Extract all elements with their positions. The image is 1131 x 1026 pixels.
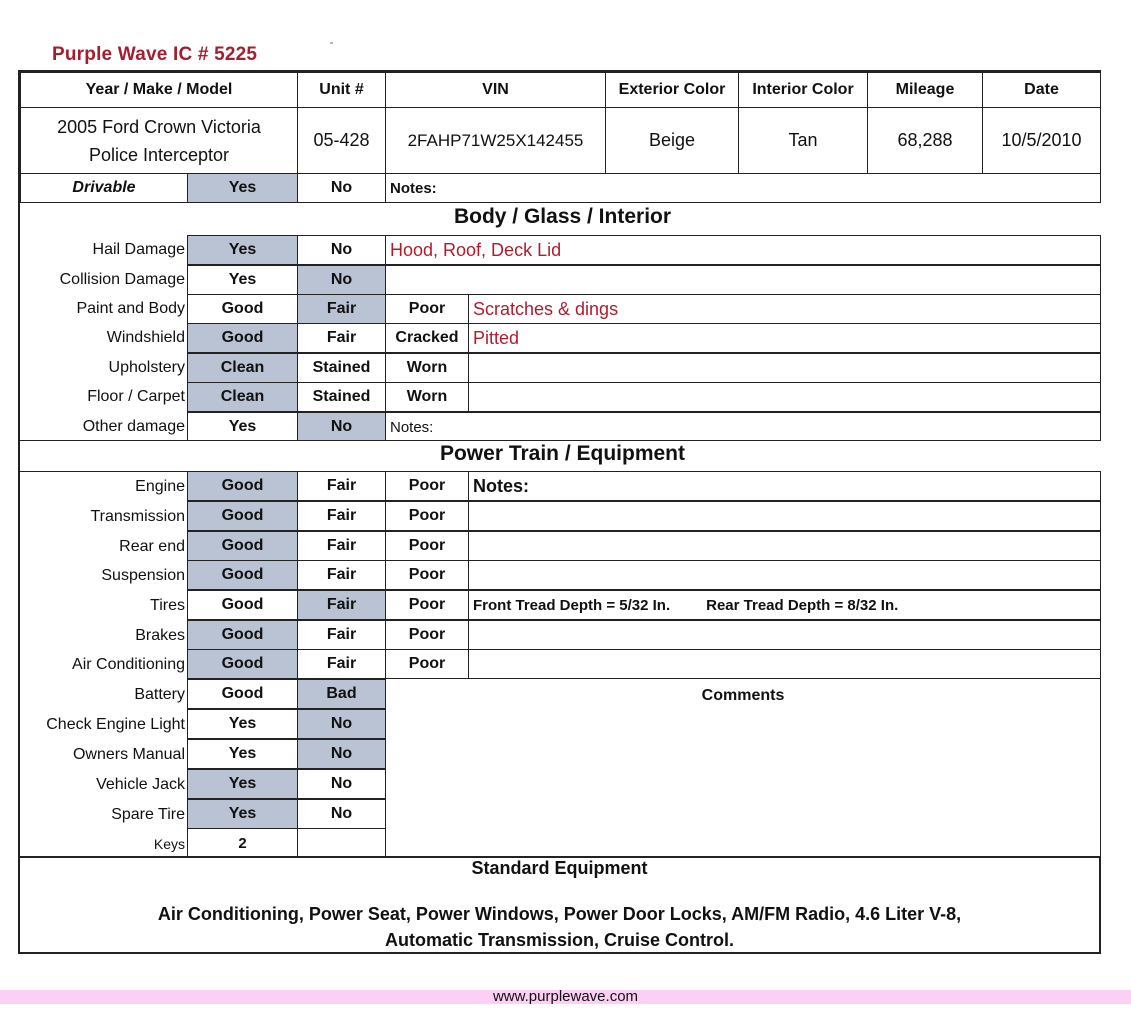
engine-option-poor[interactable]: Poor: [385, 471, 469, 501]
vin-value: 2FAHP71W25X142455: [385, 107, 606, 174]
owners-manual-label: Owners Manual: [72, 746, 185, 763]
hail-damage-option-no[interactable]: No: [297, 235, 386, 265]
battery-option-good[interactable]: Good: [187, 679, 298, 709]
tires-option-good[interactable]: Good: [187, 590, 298, 620]
hail-damage-label: Hail Damage: [92, 241, 185, 258]
exterior-color-value: Beige: [605, 107, 739, 174]
tires-option-fair[interactable]: Fair: [297, 590, 386, 620]
power-notes-label: Notes:: [473, 475, 530, 496]
transmission-option-good[interactable]: Good: [187, 501, 298, 531]
hail-damage-option-yes[interactable]: Yes: [187, 235, 298, 265]
check-engine-light-option-no[interactable]: No: [297, 709, 386, 739]
engine-label: Engine: [135, 478, 185, 495]
air-conditioning-option-poor[interactable]: Poor: [385, 649, 469, 679]
rear-end-option-poor[interactable]: Poor: [385, 531, 469, 561]
paint-and-body-option-fair[interactable]: Fair: [297, 294, 386, 324]
floor-carpet-option-worn[interactable]: Worn: [385, 382, 469, 412]
front-tread-depth: Front Tread Depth = 5/32 In.: [473, 596, 671, 614]
transmission-option-poor[interactable]: Poor: [385, 501, 469, 531]
unit-number: 05-428: [297, 107, 386, 174]
other-damage-option-no[interactable]: No: [297, 412, 386, 442]
other-damage-note: Notes:: [385, 412, 1101, 442]
tires-note: [468, 590, 1101, 620]
paint-and-body-note: Scratches & dings: [468, 294, 1101, 324]
rear-end-option-fair[interactable]: Fair: [297, 531, 386, 561]
keys-label: Keys: [153, 836, 185, 852]
mileage-value: 68,288: [867, 107, 983, 174]
drivable-label: Drivable: [20, 173, 188, 203]
upholstery-option-clean[interactable]: Clean: [187, 353, 298, 383]
rear-end-note: [468, 531, 1101, 561]
page-title: Purple Wave IC # 5225: [52, 44, 258, 65]
spare-tire-option-yes[interactable]: Yes: [187, 799, 298, 829]
tires-option-poor[interactable]: Poor: [385, 590, 469, 620]
col-header-date: Date: [982, 72, 1101, 108]
transmission-note: [468, 501, 1101, 531]
engine-option-fair[interactable]: Fair: [297, 471, 386, 501]
spare-tire-option-no[interactable]: No: [297, 799, 386, 829]
comments-box: [385, 678, 1101, 858]
vehicle-model-line2: Police Interceptor: [88, 144, 230, 165]
col-header-model: Year / Make / Model: [20, 72, 298, 108]
brakes-option-poor[interactable]: Poor: [385, 620, 469, 650]
collision-damage-option-no[interactable]: No: [297, 265, 386, 295]
suspension-option-fair[interactable]: Fair: [297, 560, 386, 590]
collision-damage-option-yes[interactable]: Yes: [187, 265, 298, 295]
standard-equipment-line2: Automatic Transmission, Cruise Control.: [384, 930, 735, 950]
upholstery-option-worn[interactable]: Worn: [385, 353, 469, 383]
collision-damage-note: [385, 265, 1101, 295]
other-damage-option-yes[interactable]: Yes: [187, 412, 298, 442]
other-damage-label: Other damage: [82, 418, 185, 435]
windshield-option-cracked[interactable]: Cracked: [385, 323, 469, 353]
drivable-notes: Notes:: [385, 173, 1101, 203]
transmission-option-fair[interactable]: Fair: [297, 501, 386, 531]
col-header-interior-color: Interior Color: [738, 72, 868, 108]
hail-damage-note: Hood, Roof, Deck Lid: [385, 235, 1101, 265]
power-section-title: Power Train / Equipment: [439, 442, 686, 465]
rear-end-label: Rear end: [119, 538, 185, 555]
transmission-label: Transmission: [90, 508, 185, 525]
suspension-option-good[interactable]: Good: [187, 560, 298, 590]
vehicle-model-cell: [20, 107, 298, 174]
upholstery-note: [468, 353, 1101, 383]
floor-carpet-option-stained[interactable]: Stained: [297, 382, 386, 412]
air-conditioning-option-good[interactable]: Good: [187, 649, 298, 679]
body-section-title: Body / Glass / Interior: [453, 205, 672, 228]
keys-empty-cell: [297, 828, 386, 858]
vehicle-jack-label: Vehicle Jack: [96, 776, 185, 793]
suspension-option-poor[interactable]: Poor: [385, 560, 469, 590]
air-conditioning-note: [468, 649, 1101, 679]
drivable-no-option[interactable]: No: [297, 173, 386, 203]
brakes-option-good[interactable]: Good: [187, 620, 298, 650]
floor-carpet-option-clean[interactable]: Clean: [187, 382, 298, 412]
comments-label: Comments: [701, 687, 785, 704]
brakes-label: Brakes: [135, 627, 185, 644]
spare-tire-label: Spare Tire: [111, 806, 185, 823]
col-header-mileage: Mileage: [867, 72, 983, 108]
windshield-option-good[interactable]: Good: [187, 323, 298, 353]
paint-and-body-label: Paint and Body: [76, 300, 185, 317]
paint-and-body-option-poor[interactable]: Poor: [385, 294, 469, 324]
col-header-exterior-color: Exterior Color: [605, 72, 739, 108]
standard-equipment-divider: [18, 856, 1101, 858]
suspension-label: Suspension: [101, 567, 185, 584]
col-header-unit: Unit #: [297, 72, 386, 108]
suspension-note: [468, 560, 1101, 590]
standard-equipment-line1: Air Conditioning, Power Seat, Power Windows, Power Door Locks, AM/FM Radio, 4.6 Liter V-8,: [157, 904, 962, 924]
air-conditioning-label: Air Conditioning: [72, 656, 185, 673]
paint-and-body-option-good[interactable]: Good: [187, 294, 298, 324]
upholstery-option-stained[interactable]: Stained: [297, 353, 386, 383]
interior-color-value: Tan: [738, 107, 868, 174]
owners-manual-option-yes[interactable]: Yes: [187, 739, 298, 769]
windshield-note: Pitted: [468, 323, 1101, 353]
drivable-yes-option[interactable]: Yes: [187, 173, 298, 203]
collision-damage-label: Collision Damage: [59, 271, 185, 288]
check-engine-light-label: Check Engine Light: [46, 716, 185, 733]
brakes-option-fair[interactable]: Fair: [297, 620, 386, 650]
brakes-note: [468, 620, 1101, 650]
upholstery-label: Upholstery: [108, 359, 185, 376]
windshield-label: Windshield: [106, 329, 185, 346]
air-conditioning-option-fair[interactable]: Fair: [297, 649, 386, 679]
rear-tread-depth: Rear Tread Depth = 8/32 In.: [706, 596, 899, 614]
footer-url[interactable]: www.purplewave.com: [492, 988, 639, 1005]
vehicle-jack-option-no[interactable]: No: [297, 769, 386, 799]
battery-option-bad[interactable]: Bad: [297, 679, 386, 709]
scan-speck: [330, 42, 333, 44]
floor-carpet-label: Floor / Carpet: [87, 388, 185, 405]
date-value: 10/5/2010: [982, 107, 1101, 174]
keys-count: 2: [187, 828, 298, 858]
rear-end-option-good[interactable]: Good: [187, 531, 298, 561]
battery-label: Battery: [134, 686, 185, 703]
vehicle-jack-option-yes[interactable]: Yes: [187, 769, 298, 799]
engine-note: [468, 471, 1101, 501]
col-header-vin: VIN: [385, 72, 606, 108]
check-engine-light-option-yes[interactable]: Yes: [187, 709, 298, 739]
vehicle-model-line1: 2005 Ford Crown Victoria: [57, 116, 261, 137]
owners-manual-option-no[interactable]: No: [297, 739, 386, 769]
engine-option-good[interactable]: Good: [187, 471, 298, 501]
standard-equipment-title: Standard Equipment: [471, 858, 648, 878]
windshield-option-fair[interactable]: Fair: [297, 323, 386, 353]
tires-label: Tires: [150, 597, 185, 614]
floor-carpet-note: [468, 382, 1101, 412]
